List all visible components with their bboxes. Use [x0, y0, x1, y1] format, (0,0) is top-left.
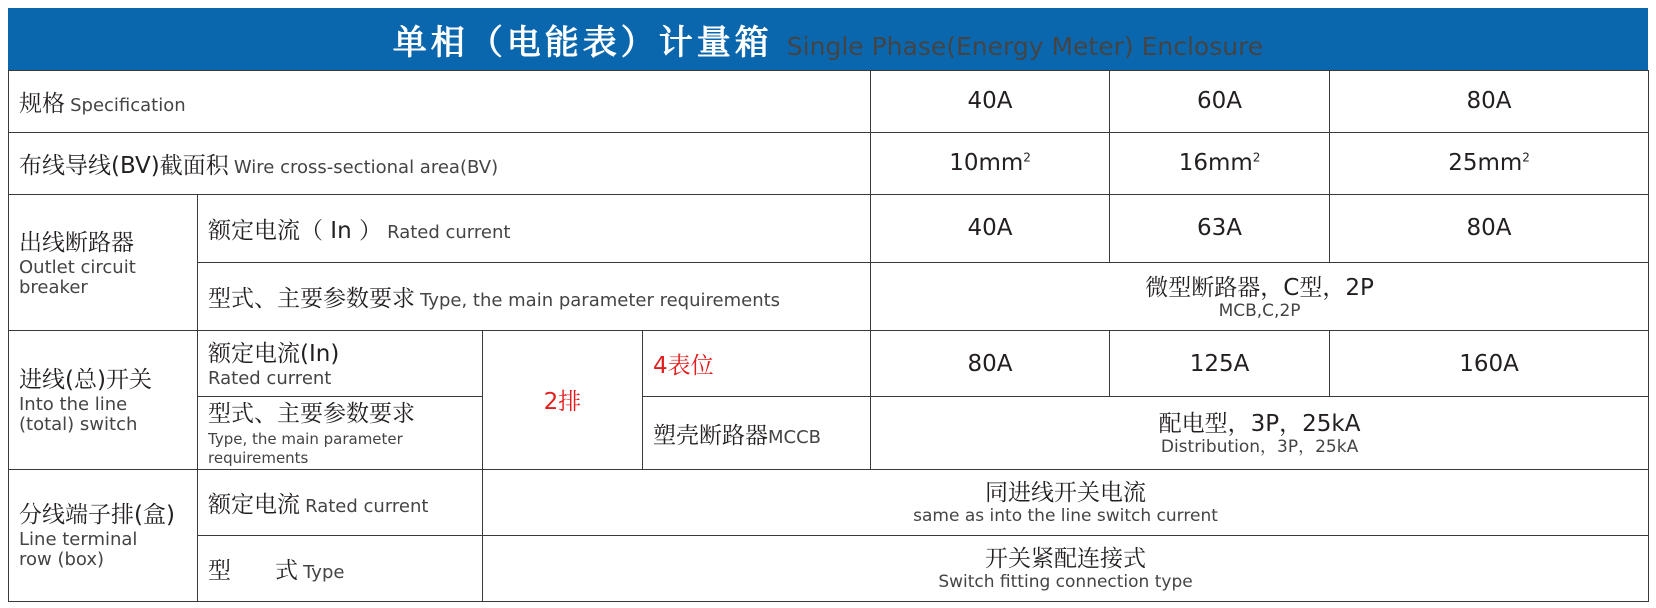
label-outlet-breaker: 出线断路器 Outlet circuit breaker — [9, 194, 198, 330]
outlet-current-3: 80A — [1330, 194, 1649, 262]
table-row-incoming-type — [9, 397, 1649, 469]
label-incoming-type: 型式、主要参数要求 Type, the main parameter requirements — [198, 397, 483, 469]
wire-value-3: $25mm^2$ — [1330, 132, 1649, 194]
outlet-current-2: 63A — [1110, 194, 1330, 262]
table-row-specification — [9, 71, 1649, 133]
label-terminal-current: 额定电流 Rated current — [198, 469, 483, 535]
spec-value-3: 80A — [1330, 71, 1649, 133]
mccb-label: 塑壳断路器MCCB — [643, 397, 871, 469]
label-incoming-switch: 进线(总)开关 Into the line (total) switch — [9, 331, 198, 470]
label-wire-area: 布线导线(BV)截面积 Wire cross-sectional area(BV) — [9, 132, 871, 194]
outlet-type-value: 微型断路器，C型，2P MCB,C,2P — [871, 263, 1649, 331]
label-outlet-type: 型式、主要参数要求 Type, the main parameter requirements — [198, 263, 871, 331]
table-title-bar — [8, 8, 1648, 70]
label-outlet-current: 额定电流（ In ） Rated current — [198, 194, 871, 262]
rows-count-label: 2排 — [483, 331, 643, 470]
incoming-type-value: 配电型，3P，25kA Distribution，3P，25kA — [871, 397, 1649, 469]
spec-value-2: 60A — [1110, 71, 1330, 133]
title-cn: 单相（电能表）计量箱 — [392, 22, 773, 63]
table-row-outlet-current — [9, 194, 1649, 262]
label-terminal: 分线端子排(盒) Line terminal row (box) — [9, 469, 198, 601]
incoming-current-1: 80A — [871, 331, 1110, 397]
incoming-current-3: 160A — [1330, 331, 1649, 397]
wire-value-2: $16mm^2$ — [1110, 132, 1330, 194]
table-row-outlet-type — [9, 263, 1649, 331]
table-row-terminal-type — [9, 535, 1649, 601]
outlet-current-1: 40A — [871, 194, 1110, 262]
label-specification: 规格 Specification — [9, 71, 871, 133]
title-en: Single Phase(Energy Meter) Enclosure — [786, 31, 1264, 61]
label-terminal-type: 型 式 Type — [198, 535, 483, 601]
table-row-wire-area — [9, 132, 1649, 194]
meter-positions-label: 4表位 — [643, 331, 871, 397]
wire-value-1: $10mm^2$ — [871, 132, 1110, 194]
terminal-current-value: 同进线开关电流 same as into the line switch current — [483, 469, 1649, 535]
terminal-type-value: 开关紧配连接式 Switch fitting connection type — [483, 535, 1649, 601]
label-incoming-current: 额定电流(In) Rated current — [198, 331, 483, 397]
incoming-current-2: 125A — [1110, 331, 1330, 397]
spec-value-1: 40A — [871, 71, 1110, 133]
table-row-terminal-current — [9, 469, 1649, 535]
table-row-incoming-current — [9, 331, 1649, 397]
spec-table — [8, 70, 1649, 602]
